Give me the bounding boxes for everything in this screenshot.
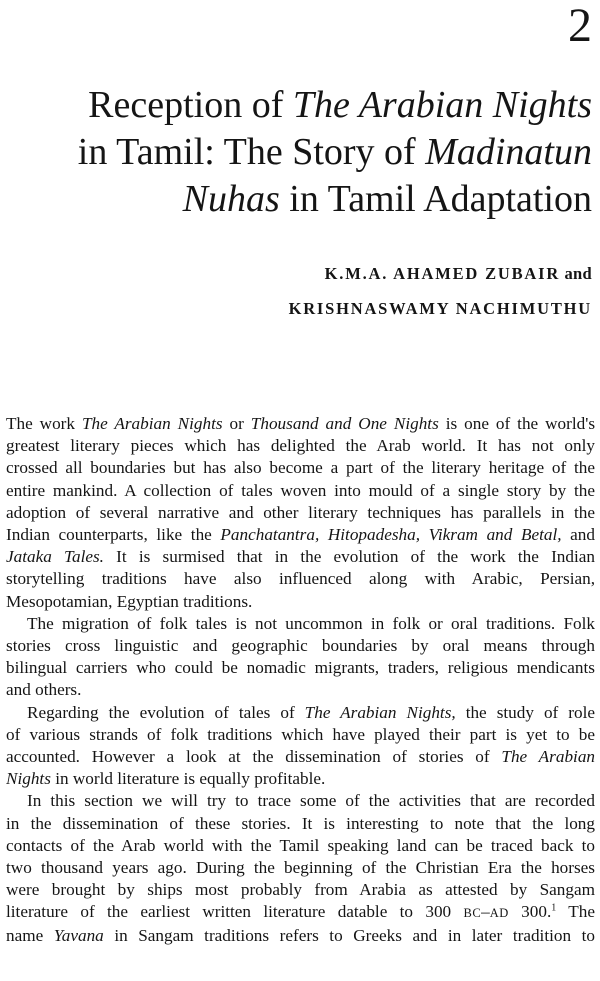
title-text: in Tamil Adaptation (279, 178, 592, 220)
text-run: name (6, 925, 54, 945)
text-run: Regarding the evolution of tales of (27, 702, 305, 722)
text-run: accounted. However a look at the dissemination of stories of (6, 747, 502, 767)
italic-run: Nights (6, 769, 51, 789)
body-line: greatest literary pieces which has delighted the Arab world. It has not only (6, 436, 595, 456)
body-line (6, 546, 595, 568)
author-line-2: KRISHNASWAMY NACHIMUTHU (288, 299, 592, 318)
footnote-marker[interactable]: 1 (551, 902, 557, 914)
body-line: adoption of several narrative and other literary techniques has parallels in the (6, 502, 595, 522)
body-line: were brought by ships most probably from Arabia as attested by Sangam (6, 880, 595, 900)
body-line: In this section we will try to trace some of the activities that are recorded (27, 791, 595, 811)
body-line (6, 413, 595, 435)
text-run: in Sangam traditions refers to Greeks and in later tradition to (103, 925, 595, 945)
title-italic: Madinatun (425, 131, 592, 173)
title-line-3 (12, 176, 592, 223)
body-line: bilingual carriers who could be nomadic migrants, traders, religious mendicants (6, 658, 595, 678)
author-name: K.M.A. AHAMED ZUBAIR (324, 264, 561, 283)
body-line (6, 524, 595, 546)
body-line: stories cross linguistic and geographic boundaries by oral means through (6, 636, 595, 656)
title-text: in Tamil: The Story of (77, 131, 426, 173)
body-line (6, 746, 595, 768)
body-line: storytelling traditions have also influenced along with Arabic, Persian, (6, 569, 595, 589)
title-italic: Nuhas (182, 178, 280, 220)
text-run: Indian counterparts, like the (6, 525, 221, 545)
text-run: literature of the earliest written literature datable to 300 (6, 902, 464, 922)
text-run: – (481, 902, 490, 922)
title-italic: The Arabian Nights (292, 84, 592, 126)
body-line: The migration of folk tales is not uncommon in folk or oral traditions. Folk (27, 613, 595, 633)
body-line: crossed all boundaries but has also become a part of the literary heritage of the (6, 458, 595, 478)
body-line (6, 768, 595, 790)
chapter-authors (289, 256, 592, 326)
text-run: 300. (508, 902, 552, 922)
text-run: is one of the world's (438, 414, 595, 433)
body-line (6, 901, 595, 924)
body-line: Mesopotamian, Egyptian traditions. (6, 591, 253, 611)
small-caps-run: BC (463, 906, 482, 921)
text-run: and (561, 525, 595, 545)
title-text: Reception of (88, 84, 293, 126)
title-line-1 (12, 82, 592, 129)
author-conjunction: and (560, 264, 592, 283)
text-run: or (222, 414, 251, 433)
body-line (6, 702, 595, 724)
body-line: two thousand years ago. During the beginning of the Christian Era the horses (6, 858, 595, 878)
text-run: The (556, 902, 595, 922)
italic-run: The Arabian Nights, (304, 702, 456, 722)
text-run: It is surmised that in the evolution of the work the Indian (103, 547, 595, 567)
text-run: the study of role (455, 702, 595, 722)
body-line: contacts of the Arab world with the Tamil speaking land can be traced back to (6, 835, 595, 855)
italic-run: Yavana (53, 925, 104, 945)
body-line: entire mankind. A collection of tales woven into mould of a single story by the (6, 480, 595, 500)
italic-run: Thousand and One Nights (250, 414, 439, 433)
body-line (6, 925, 595, 947)
body-text (6, 413, 595, 947)
text-run: in world literature is equally profitable. (50, 769, 326, 789)
italic-run: Panchatantra, Hitopadesha, Vikram and Betal, (220, 525, 562, 545)
body-line: of various strands of folk traditions which have played their part is yet to be (6, 724, 595, 744)
title-line-2 (12, 129, 592, 176)
italic-run: The Arabian Nights (81, 414, 223, 433)
italic-run: Jataka Tales. (6, 547, 104, 567)
italic-run: The Arabian (501, 747, 595, 767)
author-line-1 (289, 256, 592, 291)
text-run: The work (6, 414, 82, 433)
body-line: in the dissemination of these stories. It is interesting to note that the long (6, 813, 595, 833)
body-line: and others. (6, 680, 82, 700)
chapter-title (12, 82, 592, 223)
chapter-number: 2 (568, 0, 592, 52)
small-caps-run: AD (489, 906, 509, 921)
